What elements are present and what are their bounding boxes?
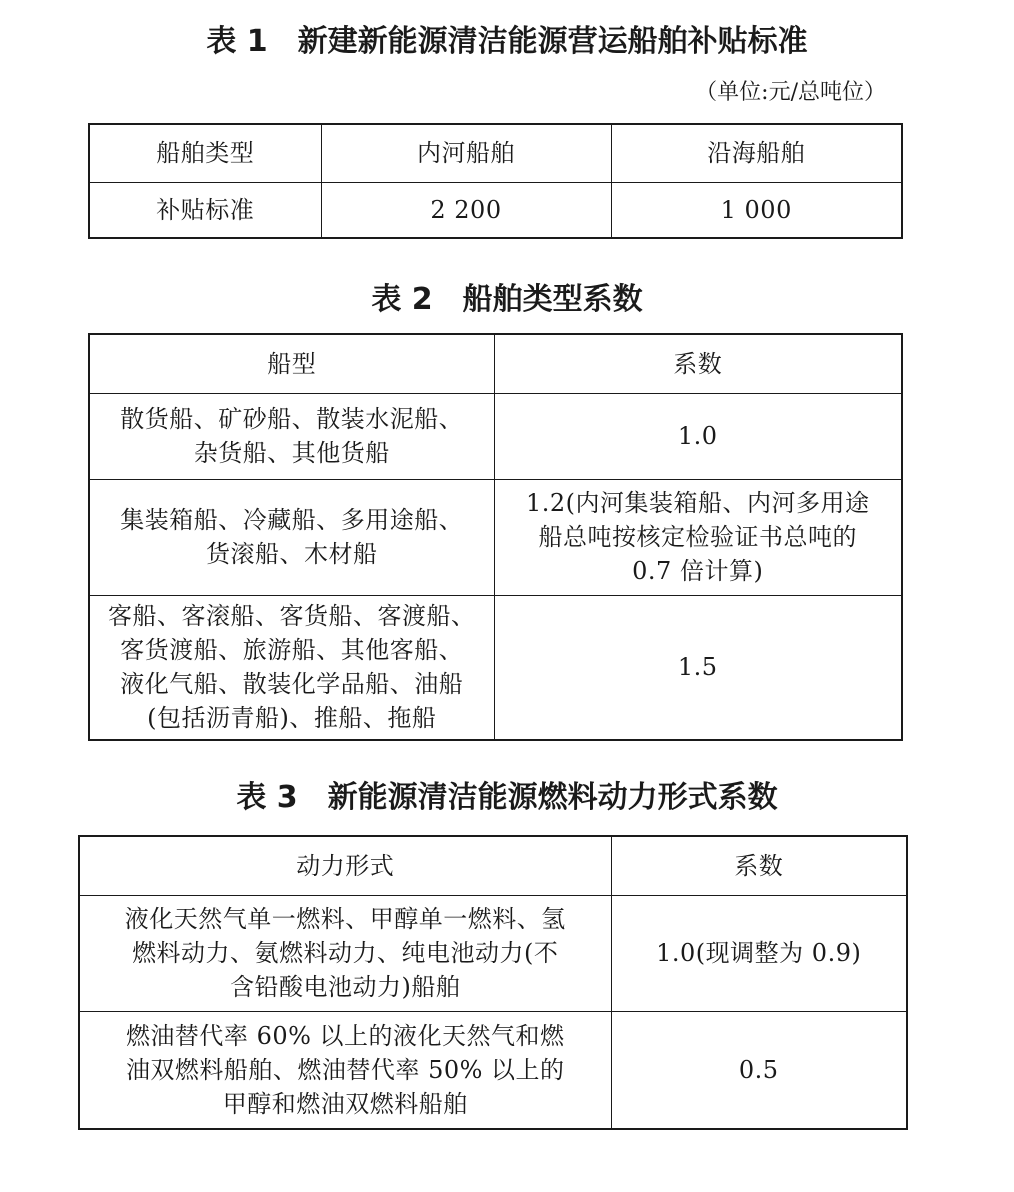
table2-title-text: 船舶类型系数 <box>462 282 643 317</box>
table3-text-line: 含铅酸电池动力)船舶 <box>230 973 461 1001</box>
table1 <box>88 123 903 239</box>
table3-header-cell: 系数 <box>611 836 907 895</box>
table1-header-cell: 船舶类型 <box>89 124 321 182</box>
table1-row <box>89 182 902 238</box>
table2-title <box>0 280 1014 320</box>
table3-coef-cell <box>611 1011 907 1129</box>
table2-type-cell <box>89 595 494 740</box>
table2-header-cell: 系数 <box>494 334 902 393</box>
table3-form-cell <box>79 1011 611 1129</box>
table3-text-line: 甲醇和燃油双燃料船舶 <box>222 1089 468 1118</box>
table2-text-line: 船总吨按核定检验证书总吨的 <box>538 523 857 551</box>
table3-coef-cell <box>611 895 907 1011</box>
table3-title <box>0 778 1014 818</box>
table2-type-cell <box>89 393 494 479</box>
table2-text-line: 客船、客滚船、客货船、客渡船、 <box>108 602 476 631</box>
table3-title-text: 新能源清洁能源燃料动力形式系数 <box>327 780 778 815</box>
table3-header-row <box>79 836 907 895</box>
table2-row <box>89 595 902 740</box>
table2-text-line: 客货渡船、旅游船、其他客船、 <box>120 636 464 665</box>
table2-row <box>89 479 902 595</box>
table2 <box>88 333 903 741</box>
table3-text-line: 油双燃料船舶、燃油替代率 50% 以上的 <box>125 1055 565 1084</box>
table3-label: 表 3 <box>236 780 298 815</box>
table1-label: 表 1 <box>206 24 268 59</box>
table3-row <box>79 1011 907 1129</box>
table2-coef-cell <box>494 479 902 595</box>
table3-row <box>79 895 907 1011</box>
table1-header-cell: 沿海船舶 <box>611 124 902 182</box>
table2-text-line: 1.5 <box>677 653 718 682</box>
table2-coef-cell <box>494 393 902 479</box>
table3-text-line: 燃料动力、氨燃料动力、纯电池动力(不 <box>132 939 559 967</box>
table2-text-line: 0.7 倍计算) <box>632 557 764 585</box>
table2-text-line: 集装箱船、冷藏船、多用途船、 <box>120 506 464 534</box>
table2-text-line: 散货船、矿砂船、散装水泥船、 <box>120 405 464 433</box>
table1-unit: （单位:元/总吨位） <box>695 80 886 105</box>
table3-text-line: 0.5 <box>738 1055 779 1084</box>
table3-text-line: 液化天然气单一燃料、甲醇单一燃料、氢 <box>124 905 566 933</box>
table2-header-row <box>89 334 902 393</box>
table2-text-line: 1.0 <box>677 422 718 450</box>
table2-text-line: 1.2(内河集装箱船、内河多用途 <box>525 489 870 517</box>
table3-text-line: 1.0(现调整为 0.9) <box>656 939 862 967</box>
table3 <box>78 835 908 1130</box>
table1-cell: 补贴标准 <box>89 182 321 238</box>
table1-header-cell: 内河船舶 <box>321 124 611 182</box>
table3-form-cell <box>79 895 611 1011</box>
table1-cell: 2 200 <box>321 182 611 238</box>
table2-type-cell <box>89 479 494 595</box>
table1-header-row <box>89 124 902 182</box>
table1-title <box>0 22 1014 62</box>
table2-text-line: (包括沥青船)、推船、拖船 <box>147 704 437 733</box>
table2-text-line: 液化气船、散装化学品船、油船 <box>120 670 464 699</box>
table2-row <box>89 393 902 479</box>
table2-label: 表 2 <box>371 282 433 317</box>
table3-header-cell: 动力形式 <box>79 836 611 895</box>
table1-title-text: 新建新能源清洁能源营运船舶补贴标准 <box>297 24 808 59</box>
table2-text-line: 货滚船、木材船 <box>206 540 378 568</box>
table2-header-cell: 船型 <box>89 334 494 393</box>
table1-cell: 1 000 <box>611 182 902 238</box>
table2-text-line: 杂货船、其他货船 <box>193 439 390 467</box>
table2-coef-cell <box>494 595 902 740</box>
table3-text-line: 燃油替代率 60% 以上的液化天然气和燃 <box>125 1021 565 1050</box>
